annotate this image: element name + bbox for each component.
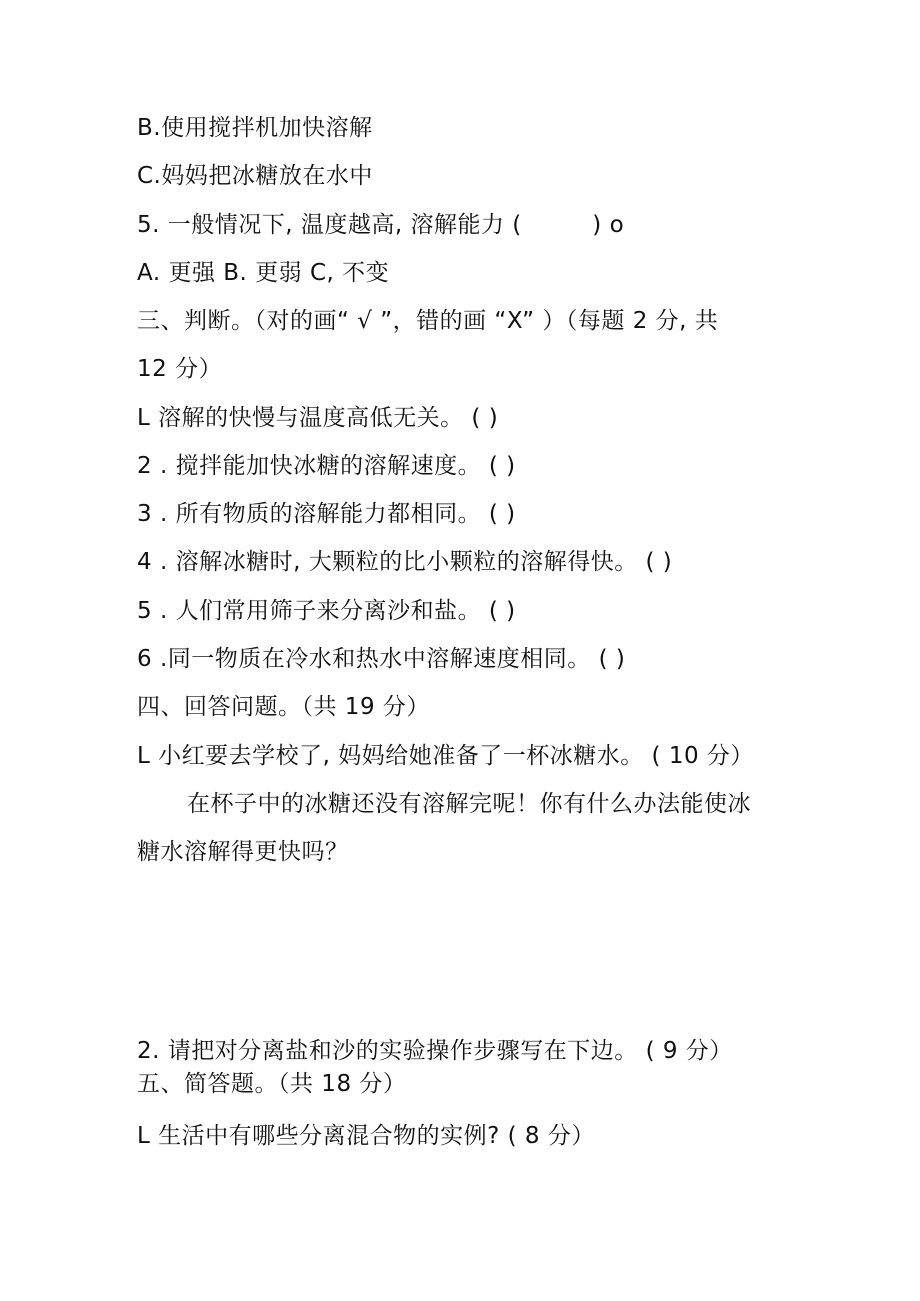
judge-item-6: 6 .同一物质在冷水和热水中溶解速度相同。 ( ) bbox=[137, 646, 626, 672]
answer-question-1-body-cont: 糖水溶解得更快吗？ bbox=[137, 839, 349, 865]
answer-question-1-body: 在杯子中的冰糖还没有溶解完呢！你有什么办法能使冰 bbox=[187, 791, 751, 817]
question-5-options: A. 更强 B. 更弱 C, 不变 bbox=[137, 260, 390, 286]
section-5-heading: 五、简答题。（共 18 分） bbox=[137, 1071, 407, 1097]
option-c-line: C.妈妈把冰糖放在水中 bbox=[137, 163, 373, 189]
judge-item-3: 3 . 所有物质的溶解能力都相同。 ( ) bbox=[137, 501, 516, 527]
answer-question-1: L 小红要去学校了, 妈妈给她准备了一杯冰糖水。 ( 10 分） bbox=[137, 743, 754, 769]
answer-question-2: 2. 请把对分离盐和沙的实验操作步骤写在下边。 ( 9 分） bbox=[137, 1038, 733, 1064]
option-b-line: B.使用搅拌机加快溶解 bbox=[137, 115, 373, 141]
judge-item-4: 4 . 溶解冰糖时, 大颗粒的比小颗粒的溶解得快。 ( ) bbox=[137, 549, 673, 575]
question-5-line: 5. 一般情况下, 温度越高, 溶解能力 ( ) o bbox=[137, 212, 625, 238]
short-answer-question-1: L 生活中有哪些分离混合物的实例? ( 8 分） bbox=[137, 1123, 595, 1149]
judge-item-2: 2 . 搅拌能加快冰糖的溶解速度。 ( ) bbox=[137, 453, 516, 479]
section-3-heading-cont: 12 分） bbox=[137, 356, 223, 382]
judge-item-5: 5 . 人们常用筛子来分离沙和盐。 ( ) bbox=[137, 598, 516, 624]
judge-item-1: L 溶解的快慢与温度高低无关。 ( ) bbox=[137, 405, 499, 431]
section-3-heading: 三、判断。（对的画“ √ ”，错的画 “X” ）（每题 2 分, 共 bbox=[137, 308, 719, 334]
section-4-heading: 四、回答问题。（共 19 分） bbox=[137, 694, 430, 720]
